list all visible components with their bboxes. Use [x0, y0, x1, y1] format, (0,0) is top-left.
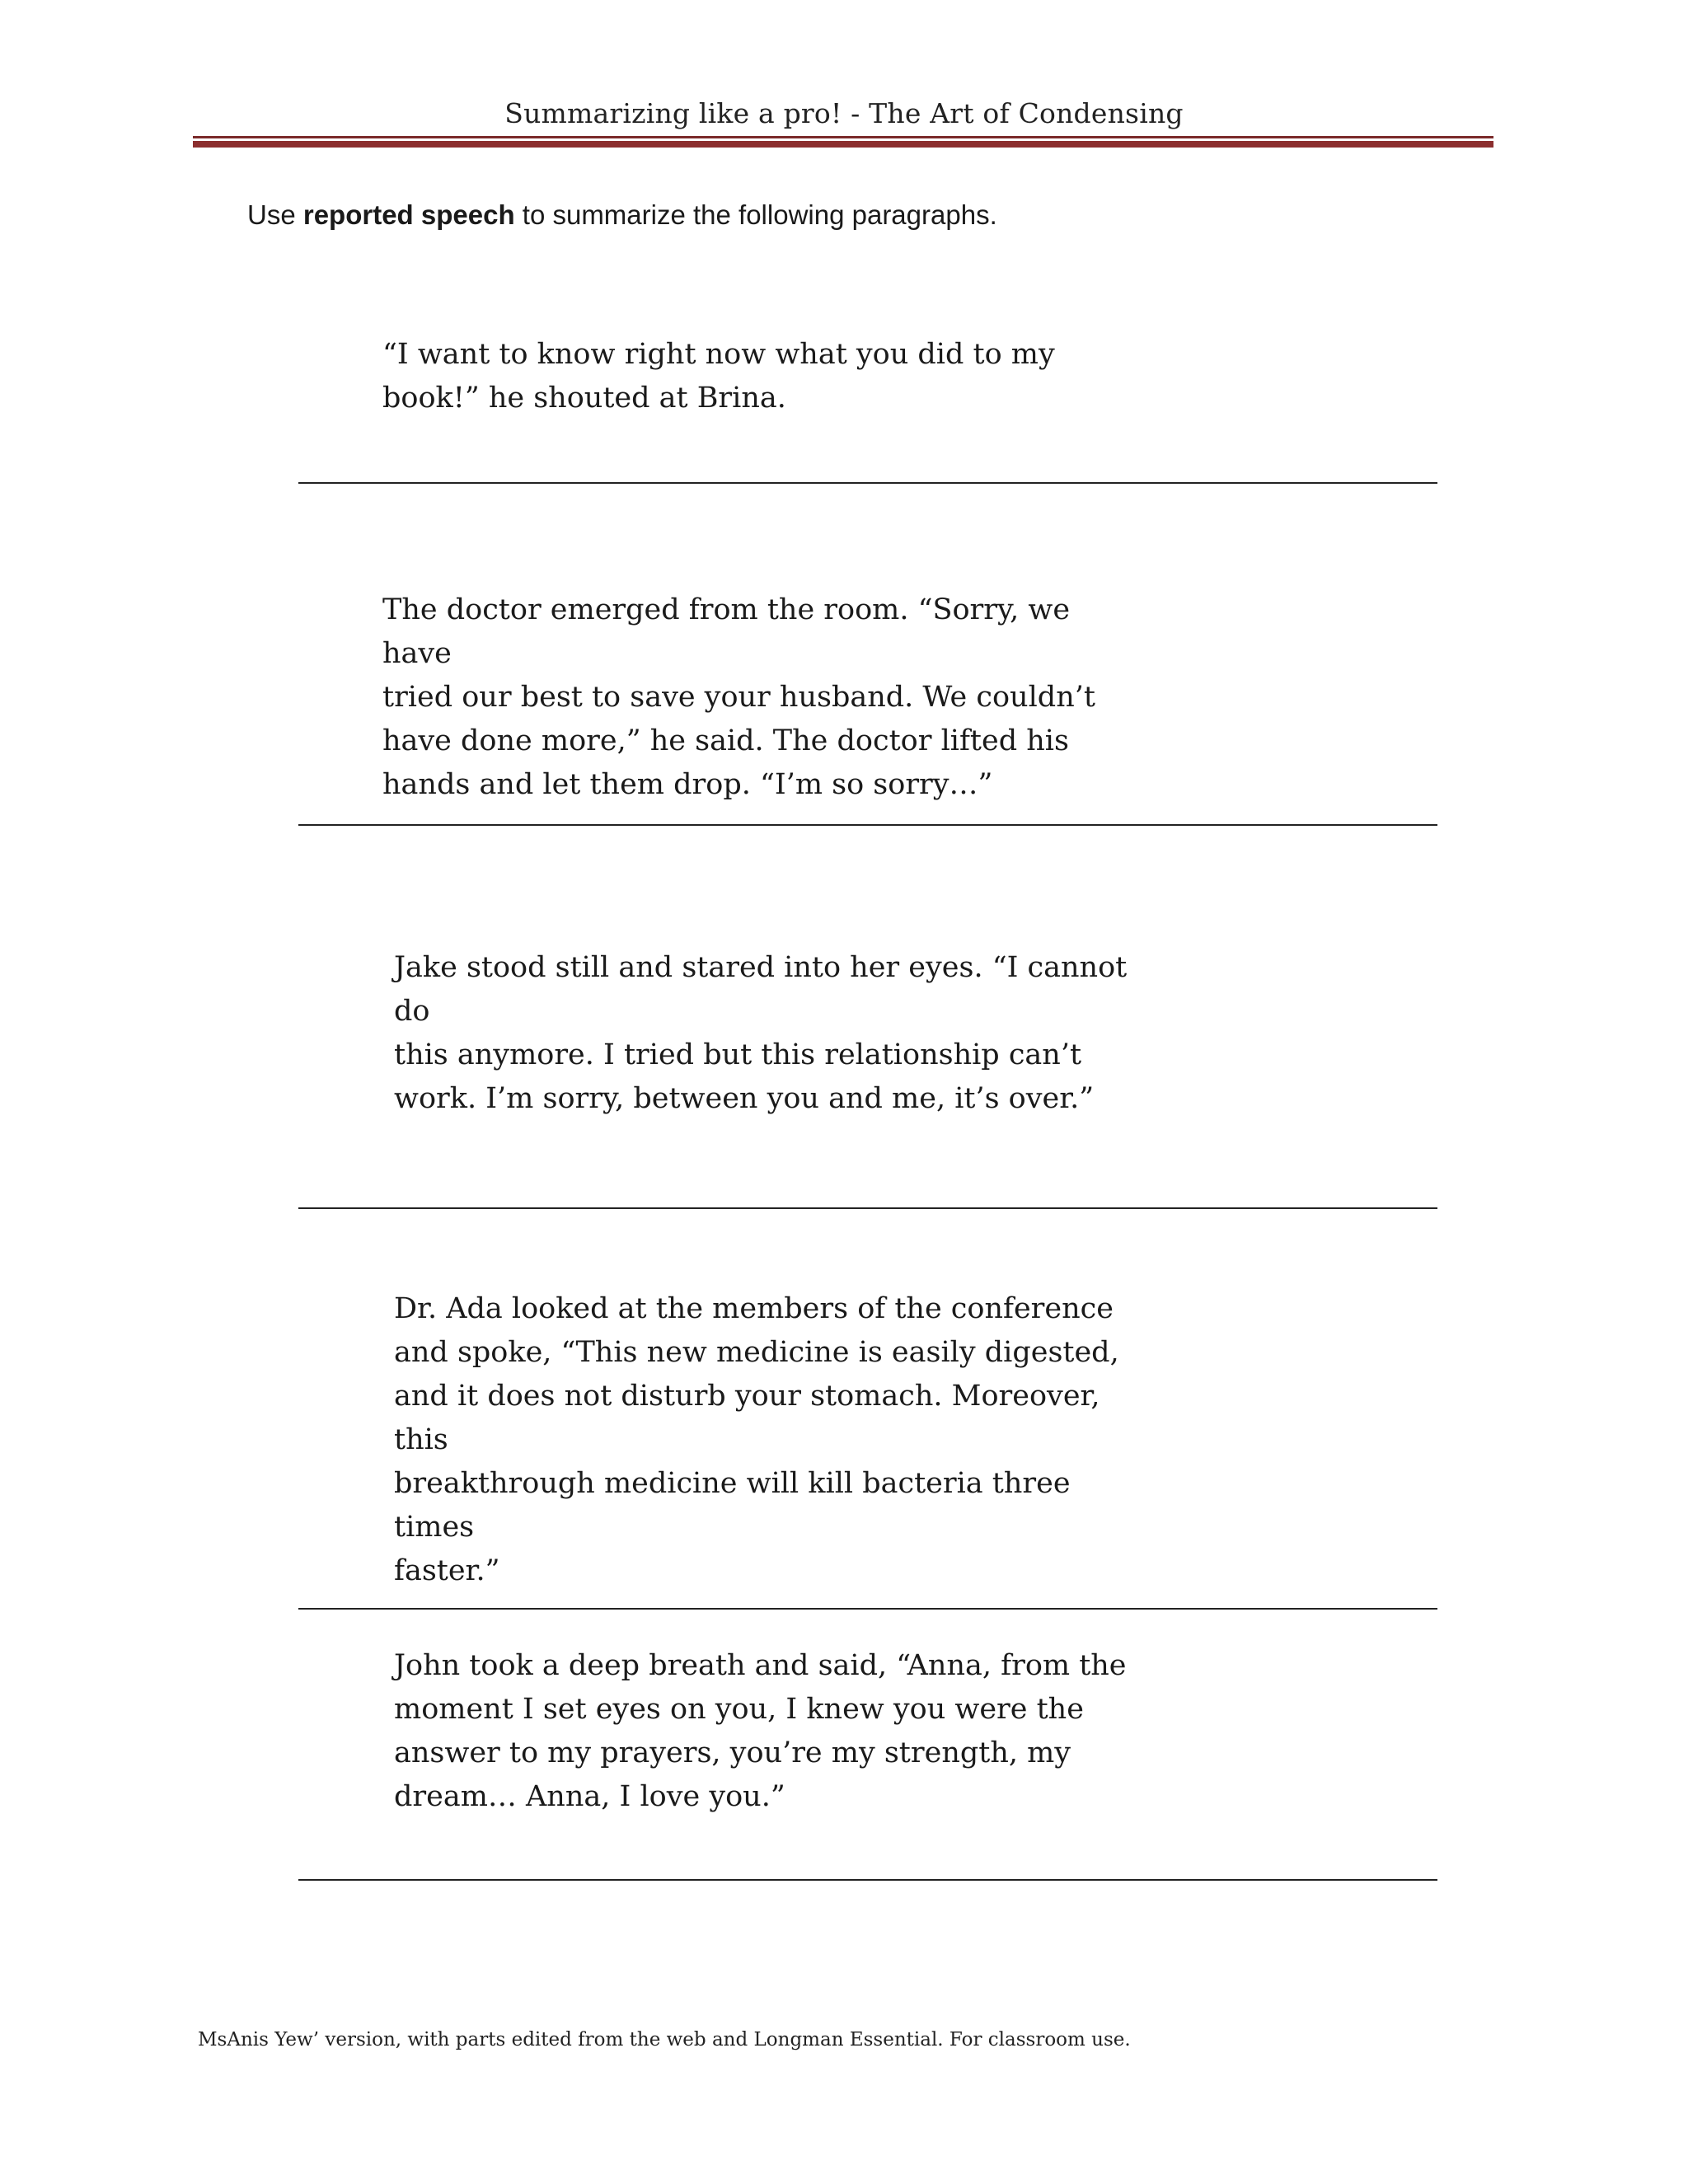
instructions: [247, 199, 997, 231]
footer-note: MsAnis Yew’ version, with parts edited from the web and Longman Essential. For classroom use.: [198, 2029, 1131, 2050]
passage-5: John took a deep breath and said, “Anna, from the moment I set eyes on you, I knew you were the answer to my prayers, you’re my strength, my dream… Anna, I love you.”: [394, 1649, 1127, 1813]
answer-line-5[interactable]: [298, 1879, 1437, 1881]
passage-4: Dr. Ada looked at the members of the conference and spoke, “This new medicine is easily digested, and it does not disturb your stomach. Moreover, this breakthrough medicine will kill bacteria three times faster.”: [394, 1292, 1119, 1587]
answer-line-3[interactable]: [298, 1207, 1437, 1209]
answer-line-2[interactable]: [298, 824, 1437, 826]
passage-3: Jake stood still and stared into her eyes. “I cannot do this anymore. I tried but this relationship can’t work. I’m sorry, between you and me, it’s over.”: [394, 951, 1128, 1115]
instructions-emphasis: reported speech: [302, 199, 515, 230]
passage-2: The doctor emerged from the room. “Sorry, we have tried our best to save your husband. We couldn’t have done more,” he said. The doctor lifted his hands and let them drop. “I’m so sorry…”: [382, 593, 1095, 801]
instructions-prefix: Use: [247, 199, 303, 230]
answer-line-1[interactable]: [298, 482, 1437, 484]
page-header-title: Summarizing like a pro! - The Art of Condensing: [504, 97, 1184, 129]
answer-line-4[interactable]: [298, 1608, 1437, 1610]
header-divider-thin: [193, 136, 1493, 138]
instructions-suffix: to summarize the following paragraphs.: [514, 199, 997, 230]
passage-1: “I want to know right now what you did to my book!” he shouted at Brina.: [382, 338, 1055, 415]
header-divider-thick: [193, 141, 1493, 148]
